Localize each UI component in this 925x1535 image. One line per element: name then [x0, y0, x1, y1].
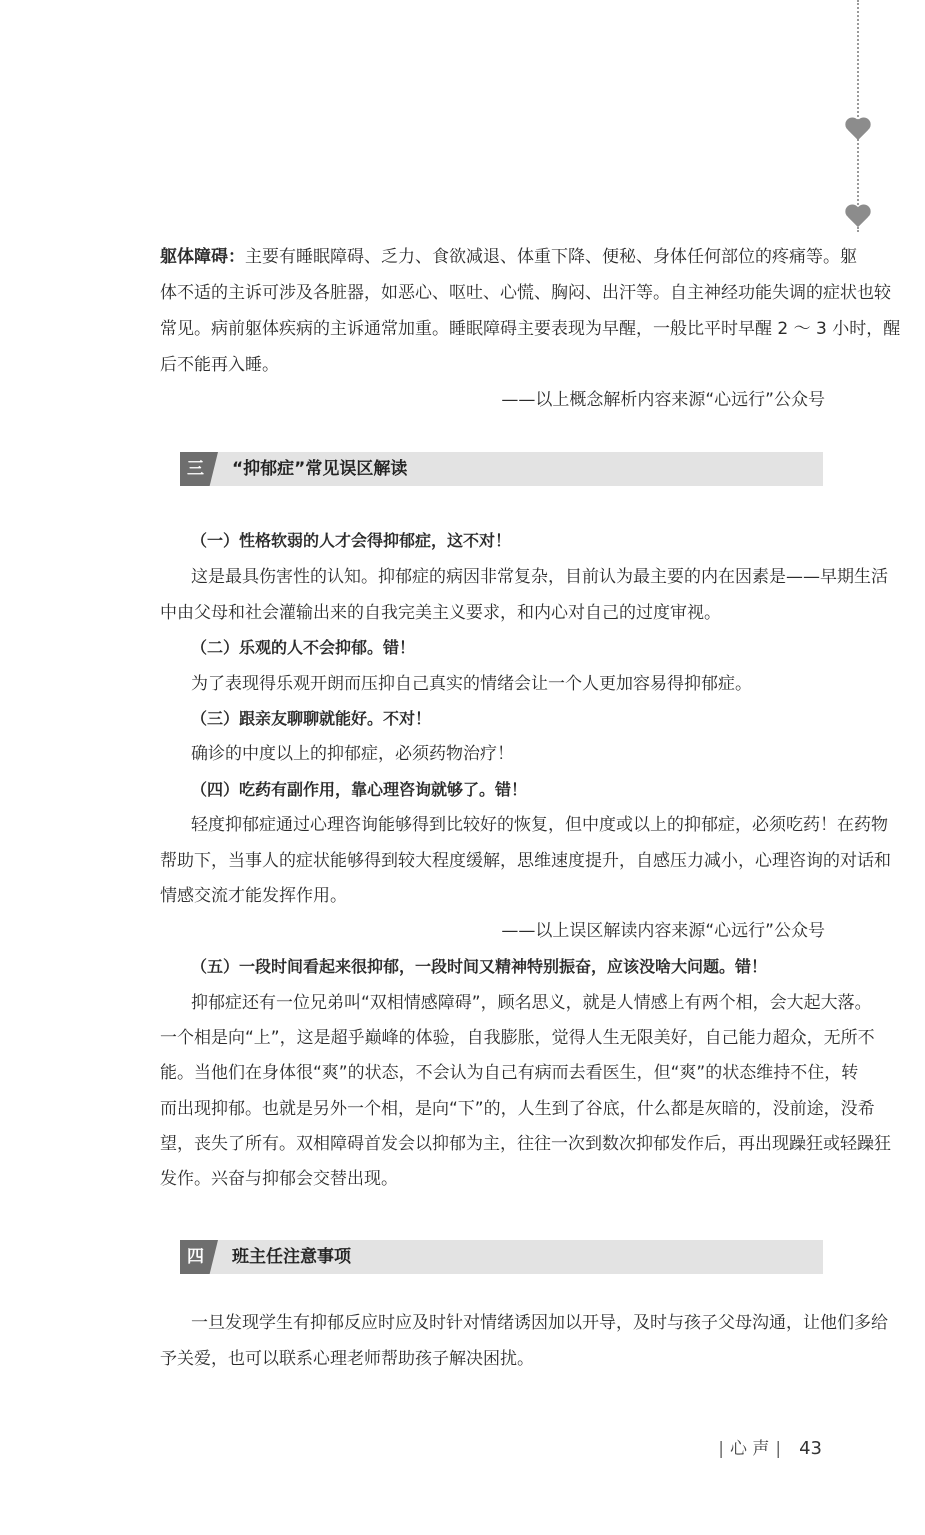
- journal-name: 心 声: [729, 1439, 770, 1459]
- heart-icon: [845, 118, 871, 144]
- myth-1-line-2: 中由父母和社会灌输出来的自我完美主义要求，和内心对自己的过度审视。: [160, 603, 721, 623]
- dotted-divider-line: [857, 0, 859, 232]
- source-note: ——以上概念解析内容来源“心远行”公众号: [501, 390, 825, 410]
- advice-line-2: 予关爱，也可以联系心理老师帮助孩子解决困扰。: [160, 1349, 534, 1369]
- section-title: 班主任注意事项: [232, 1247, 351, 1267]
- myth-4-line-2: 帮助下，当事人的症状能够得到较大程度缓解，思维速度提升，自感压力减小，心理咨询的对话和: [160, 851, 891, 871]
- body-symptoms-line-1: 躯体障碍：主要有睡眠障碍、乏力、食欲减退、体重下降、便秘、身体任何部位的疼痛等。躯: [160, 247, 857, 267]
- section-header-4: [180, 1240, 823, 1274]
- body-symptoms-line-2: 体不适的主诉可涉及各脏器，如恶心、呕吐、心慌、胸闷、出汗等。自主神经功能失调的症状也较: [160, 283, 891, 303]
- section-title: “抑郁症”常见误区解读: [232, 459, 408, 479]
- myth-5-line-4: 而出现抑郁。也就是另外一个相，是向“下”的，人生到了谷底，什么都是灰暗的，没前途，没希: [160, 1099, 875, 1119]
- myth-heading-1: （一）性格软弱的人才会得抑郁症，这不对！: [191, 531, 512, 550]
- myth-5-line-5: 望，丧失了所有。双相障碍首发会以抑郁为主，往往一次到数次抑郁发作后，再出现躁狂或轻躁狂: [160, 1134, 891, 1154]
- myth-heading-4: （四）吃药有副作用，靠心理咨询就够了。错！: [191, 780, 528, 799]
- myth-1-line-1: 这是最具伤害性的认知。抑郁症的病因非常复杂，目前认为最主要的内在因素是——早期生活: [191, 567, 888, 587]
- myth-heading-2: （二）乐观的人不会抑郁。错！: [191, 638, 416, 657]
- myth-5-line-1: 抑郁症还有一位兄弟叫“双相情感障碍”，顾名思义，就是人情感上有两个相，会大起大落。: [191, 993, 872, 1013]
- footer-divider: |: [718, 1439, 724, 1459]
- section-header-3: [180, 452, 823, 486]
- myth-4-line-1: 轻度抑郁症通过心理咨询能够得到比较好的恢复，但中度或以上的抑郁症，必须吃药！在药物: [191, 815, 888, 835]
- myth-2-line-1: 为了表现得乐观开朗而压抑自己真实的情绪会让一个人更加容易得抑郁症。: [191, 674, 752, 694]
- source-note: ——以上误区解读内容来源“心远行”公众号: [501, 921, 825, 941]
- section-number: 四: [187, 1247, 204, 1267]
- body-symptoms-line-3: 常见。病前躯体疾病的主诉通常加重。睡眠障碍主要表现为早醒，一般比平时早醒 2 ～ 3 小时，醒: [160, 319, 901, 339]
- myth-3-line-1: 确诊的中度以上的抑郁症，必须药物治疗！: [191, 744, 514, 764]
- body-symptoms-label: 躯体障碍：: [160, 247, 245, 267]
- page-number: 43: [799, 1438, 822, 1459]
- myth-4-line-3: 情感交流才能发挥作用。: [160, 886, 347, 906]
- footer-divider: |: [775, 1439, 782, 1459]
- page-footer: [712, 1438, 822, 1460]
- myth-5-line-3: 能。当他们在身体很“爽”的状态，不会认为自己有病而去看医生，但“爽”的状态维持不住，转: [160, 1063, 859, 1083]
- body-symptoms-line-4: 后不能再入睡。: [160, 355, 279, 375]
- myth-heading-3: （三）跟亲友聊聊就能好。不对！: [191, 709, 432, 728]
- advice-line-1: 一旦发现学生有抑郁反应时应及时针对情绪诱因加以开导，及时与孩子父母沟通，让他们多给: [191, 1313, 888, 1333]
- myth-5-line-6: 发作。兴奋与抑郁会交替出现。: [160, 1169, 398, 1189]
- myth-heading-5: （五）一段时间看起来很抑郁，一段时间又精神特别振奋，应该没啥大问题。错！: [191, 957, 768, 976]
- myth-5-line-2: 一个相是向“上”，这是超乎巅峰的体验，自我膨胀，觉得人生无限美好，自己能力超众，无所不: [160, 1028, 875, 1048]
- heart-icon: [845, 205, 871, 231]
- section-number: 三: [187, 459, 204, 479]
